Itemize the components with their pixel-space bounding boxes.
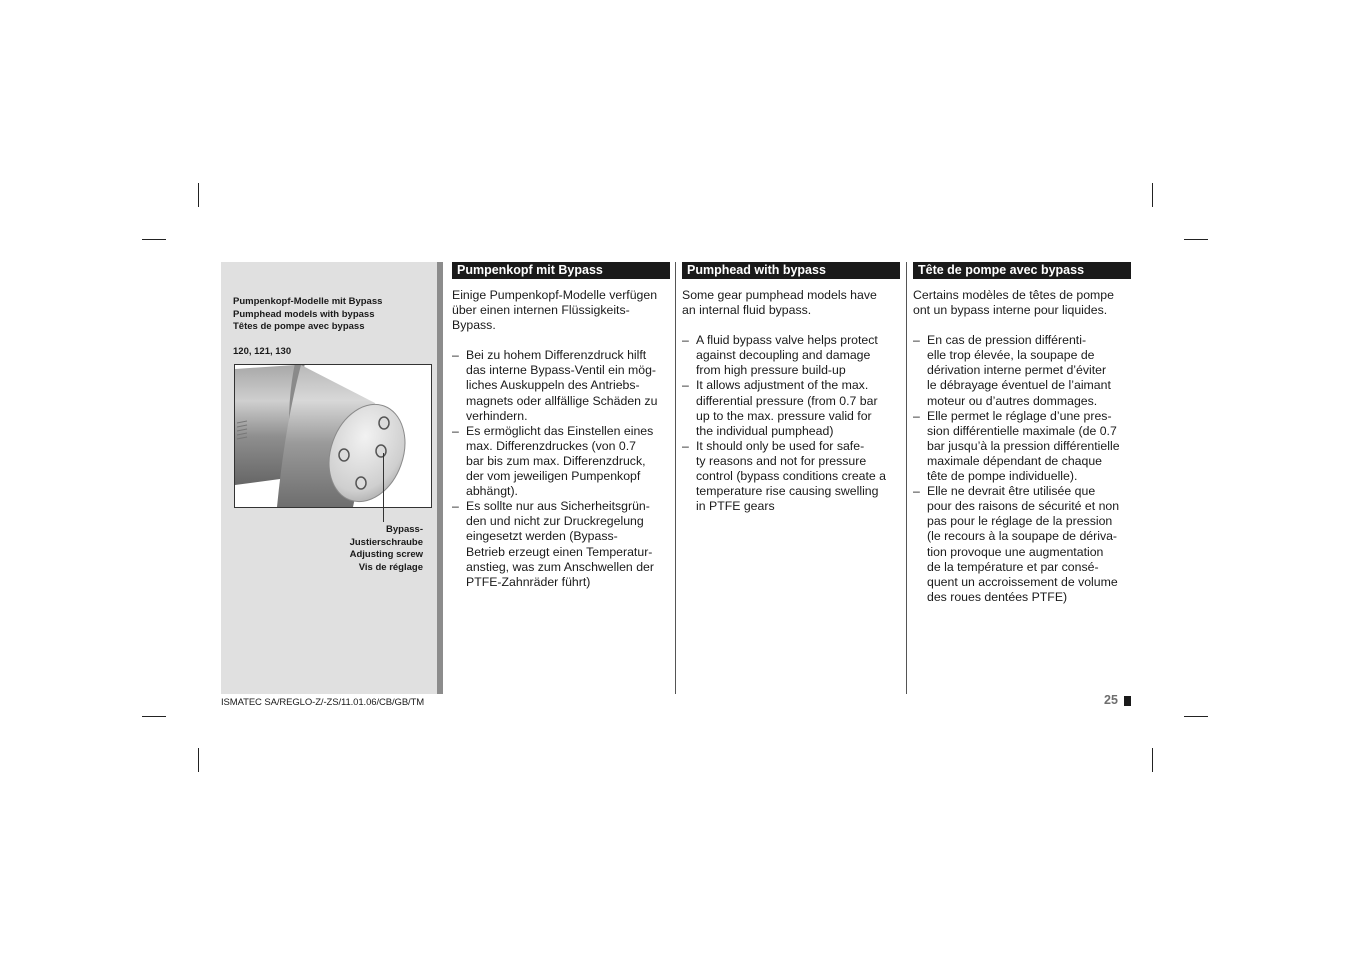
text-line: Bypass. xyxy=(452,318,496,333)
sidebar-accent-bar xyxy=(437,262,443,694)
text-line: tête de pompe individuelle). xyxy=(927,469,1078,484)
intro-paragraph-de xyxy=(452,288,670,333)
text-line: max. Differenzdruckes (von 0.7 xyxy=(466,438,636,453)
text-line: des roues dentées PTFE) xyxy=(927,589,1068,604)
pumphead-illustration xyxy=(235,365,431,507)
bullet-list-de xyxy=(452,348,670,590)
page-marker xyxy=(1124,696,1131,706)
crop-mark xyxy=(142,239,166,240)
text-line: Betrieb erzeugt einen Temperatur- xyxy=(466,544,653,559)
text-line: It should only be used for safe- xyxy=(696,438,865,453)
text-line: ont un bypass interne pour liquides. xyxy=(913,303,1108,318)
text-line: maximale dépendant de chaque xyxy=(927,453,1103,468)
text-line: elle trop élevée, la soupape de xyxy=(927,348,1095,363)
dash-bullet: – xyxy=(913,408,920,423)
text-line: against decoupling and damage xyxy=(696,348,871,363)
text-line: differential pressure (from 0.7 bar xyxy=(696,393,878,408)
section-heading-fr: Tête de pompe avec bypass xyxy=(913,262,1131,279)
bullet-list-fr xyxy=(913,333,1131,605)
crop-mark xyxy=(142,716,166,717)
dash-bullet: – xyxy=(682,378,689,393)
text-line: moteur ou d’autres dommages. xyxy=(927,393,1098,408)
text-line: PTFE-Zahnräder führt) xyxy=(466,574,591,589)
text-line: le débrayage éventuel de l’aimant xyxy=(927,378,1111,393)
list-item xyxy=(452,348,670,423)
text-line: de la température et par consé- xyxy=(927,559,1099,574)
text-line: Es ermöglicht das Einstellen eines xyxy=(466,423,654,438)
callout-leader-line xyxy=(383,453,384,522)
column-divider xyxy=(675,262,676,694)
dash-bullet: – xyxy=(452,423,459,438)
dash-bullet: – xyxy=(913,333,920,348)
text-line: abhängt). xyxy=(466,484,518,499)
text-line: A fluid bypass valve helps protect xyxy=(696,333,878,348)
figure-caption xyxy=(233,296,382,334)
text-line: It allows adjustment of the max. xyxy=(696,378,869,393)
text-line: ty reasons and not for pressure xyxy=(696,453,867,468)
crop-mark xyxy=(198,748,199,772)
list-item xyxy=(452,499,670,590)
intro-paragraph-en xyxy=(682,288,900,318)
text-line: Some gear pumphead models have xyxy=(682,288,877,302)
text-line: control (bypass conditions create a xyxy=(696,469,887,484)
callout-line: Bypass- xyxy=(386,524,423,535)
text-line: Es sollte nur aus Sicherheitsgrün- xyxy=(466,499,650,514)
text-line: sion différentielle maximale (de 0.7 xyxy=(927,423,1117,438)
crop-mark xyxy=(1152,183,1153,207)
dash-bullet: – xyxy=(682,438,689,453)
dash-bullet: – xyxy=(452,499,459,514)
text-line: dérivation interne permet d’éviter xyxy=(927,363,1107,378)
intro-paragraph-fr xyxy=(913,288,1131,318)
model-numbers: 120, 121, 130 xyxy=(233,346,292,357)
text-line: from high pressure build-up xyxy=(696,363,846,378)
text-line: (le recours à la soupape de dériva- xyxy=(927,529,1118,544)
text-line: liches Auskuppeln des Antriebs- xyxy=(466,378,640,393)
caption-line-en: Pumphead models with bypass xyxy=(233,308,375,320)
text-line: über einen internen Flüssigkeits- xyxy=(452,303,630,318)
column-divider xyxy=(906,262,907,694)
pumphead-photo xyxy=(234,364,432,508)
callout-line: Vis de réglage xyxy=(358,561,423,573)
text-line: Certains modèles de têtes de pompe xyxy=(913,288,1114,302)
text-line: Einige Pumpenkopf-Modelle verfügen xyxy=(452,288,658,302)
crop-mark xyxy=(1184,239,1208,240)
text-line: bar bis zum max. Differenzdruck, xyxy=(466,453,646,468)
list-item xyxy=(452,424,670,499)
text-line: Elle permet le réglage d’une pres- xyxy=(927,408,1112,423)
document-reference: ISMATEC SA/REGLO-Z/-ZS/11.01.06/CB/GB/TM xyxy=(221,697,425,708)
callout-line: Adjusting screw xyxy=(349,549,423,560)
text-line: Bei zu hohem Differenzdruck hilft xyxy=(466,348,647,363)
text-line: quent un accroissement de volume xyxy=(927,574,1118,589)
text-line: das interne Bypass-Ventil ein mög- xyxy=(466,363,657,378)
text-line: pas pour le réglage de la pression xyxy=(927,514,1113,529)
page-number: 25 xyxy=(1104,693,1118,707)
text-line: der vom jeweiligen Pumpenkopf xyxy=(466,469,641,484)
text-line: magnets oder allfällige Schäden zu xyxy=(466,393,658,408)
dash-bullet: – xyxy=(452,348,459,363)
column-german xyxy=(452,262,670,590)
text-line: En cas de pression différenti- xyxy=(927,333,1087,348)
list-item xyxy=(682,439,900,514)
text-line: bar jusqu’à la pression différentielle xyxy=(927,438,1120,453)
list-item xyxy=(913,409,1131,484)
column-english xyxy=(682,262,900,514)
text-line: Elle ne devrait être utilisée que xyxy=(927,484,1096,499)
dash-bullet: – xyxy=(682,333,689,348)
section-heading-en: Pumphead with bypass xyxy=(682,262,900,279)
dash-bullet: – xyxy=(913,484,920,499)
text-line: temperature rise causing swelling xyxy=(696,484,879,499)
list-item xyxy=(682,333,900,378)
crop-mark xyxy=(1152,748,1153,772)
list-item xyxy=(682,378,900,438)
crop-mark xyxy=(198,183,199,207)
list-item xyxy=(913,484,1131,605)
callout-label xyxy=(350,524,423,574)
text-line: anstieg, was zum Anschwellen der xyxy=(466,559,654,574)
caption-line-fr: Têtes de pompe avec bypass xyxy=(233,321,365,332)
callout-line: Justierschraube xyxy=(349,536,423,548)
figure-sidebar xyxy=(221,262,437,694)
caption-line-de: Pumpenkopf-Modelle mit Bypass xyxy=(233,296,383,307)
text-line: in PTFE gears xyxy=(696,499,775,514)
text-line: den und nicht zur Druckregelung xyxy=(466,514,644,529)
bullet-list-en xyxy=(682,333,900,514)
column-french xyxy=(913,262,1131,605)
crop-mark xyxy=(1184,716,1208,717)
text-line: the individual pumphead) xyxy=(696,423,834,438)
text-line: pour des raisons de sécurité et non xyxy=(927,499,1120,514)
text-line: up to the max. pressure valid for xyxy=(696,408,872,423)
text-line: eingesetzt werden (Bypass- xyxy=(466,529,618,544)
text-line: tion provoque une augmentation xyxy=(927,544,1104,559)
section-heading-de: Pumpenkopf mit Bypass xyxy=(452,262,670,279)
text-line: an internal fluid bypass. xyxy=(682,303,812,318)
text-line: verhindern. xyxy=(466,408,528,423)
list-item xyxy=(913,333,1131,408)
